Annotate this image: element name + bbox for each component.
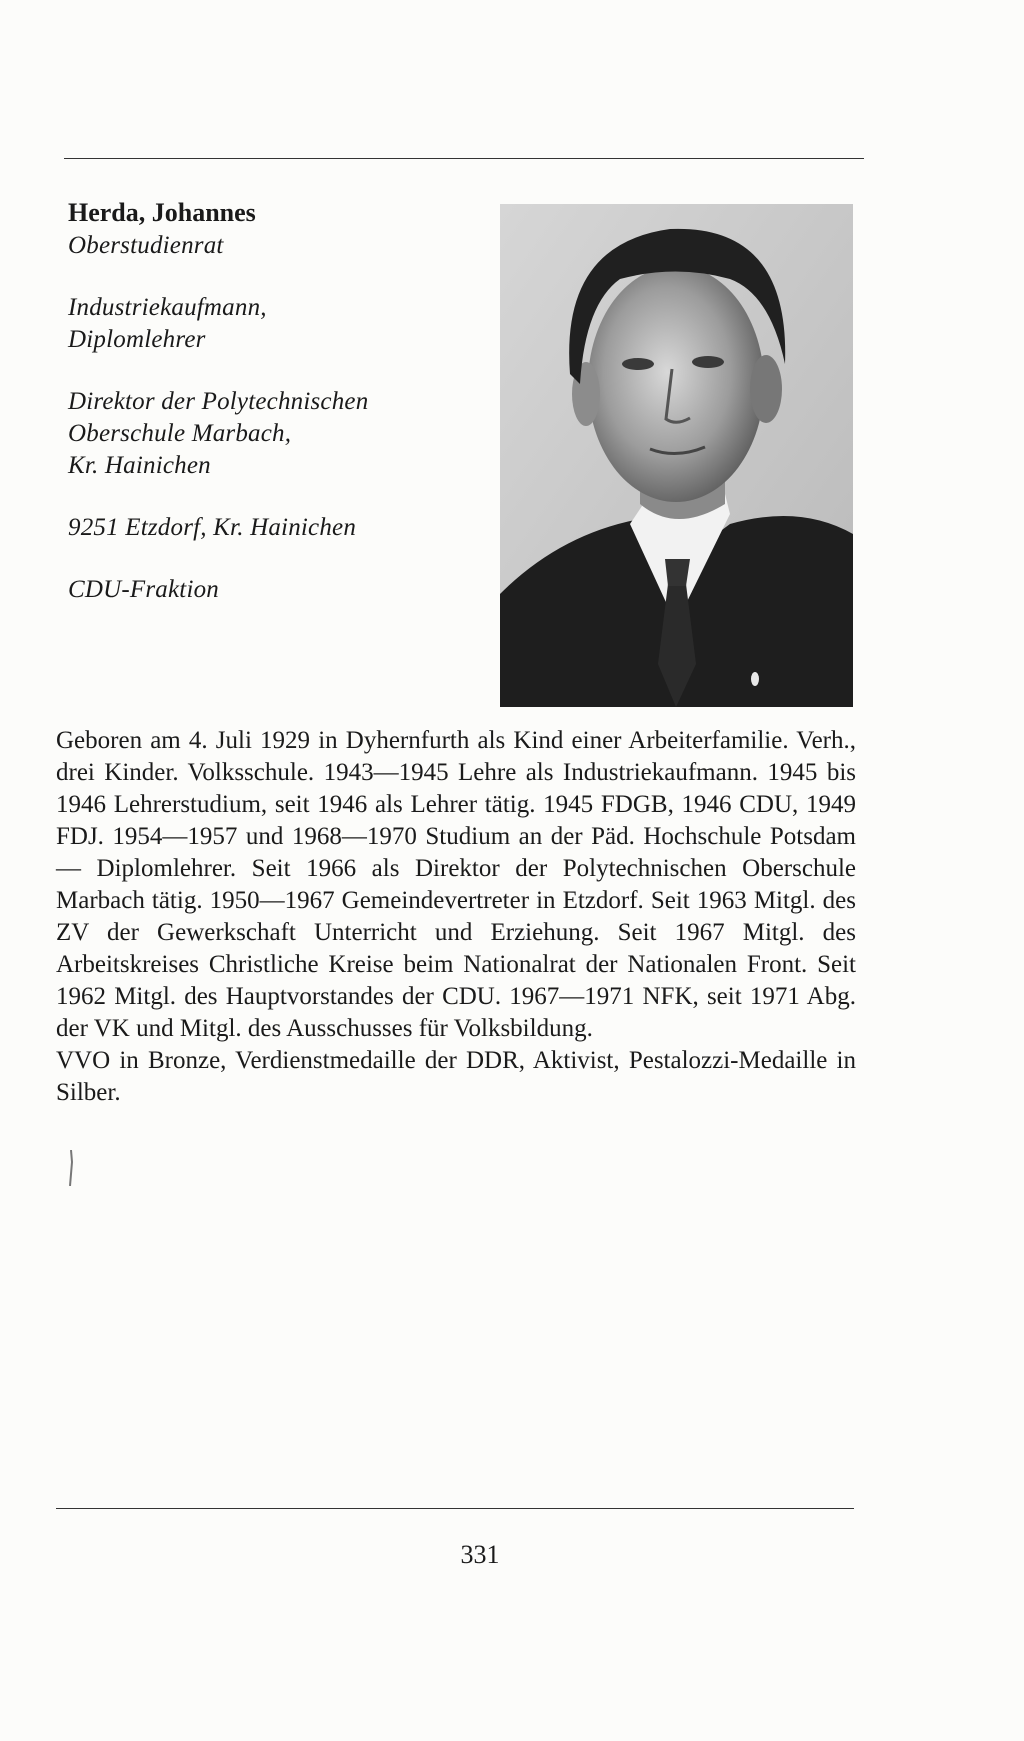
position-line-3: Kr. Hainichen — [68, 452, 211, 479]
bottom-rule — [56, 1508, 854, 1509]
biography-paragraph-1: Geboren am 4. Juli 1929 in Dyhernfurth als Kind einer Arbeiterfamilie. Verh., drei Kinder. Volksschule. 1943—1945 Lehre als Industriekaufmann. 1945 bis 1946 Lehrerstudium, seit 1946 als Lehrer tätig. 1945 FDGB, 1946 CDU, 1949 FDJ. 1954—1957 und 1968—1970 Studium an der Päd. Hochschule Potsdam — Diplomlehrer. Seit 1966 als Direktor der Polytechnischen Oberschule Marbach tätig. 1950—1967 Gemeindevertreter in Etzdorf. Seit 1963 Mitgl. des ZV der Gewerkschaft Unterricht und Erziehung. Seit 1967 Mitgl. des Arbeitskreises Christliche Kreise beim Nationalrat der Nationalen Front. Seit 1962 Mitgl. des Hauptvorstandes der CDU. 1967—1971 NFK, seit 1971 Abg. der VK und Mitgl. des Ausschusses für Volksbildung. — [56, 727, 856, 1042]
entry-header — [68, 196, 488, 606]
position-line-2: Oberschule Marbach, — [68, 420, 292, 447]
address: 9251 Etzdorf, Kr. Hainichen — [68, 514, 357, 541]
faction: CDU-Fraktion — [68, 576, 219, 603]
position-line-1: Direktor der Polytechnischen — [68, 388, 369, 415]
profession-line-1: Industriekaufmann, — [68, 294, 267, 321]
person-title: Oberstudienrat — [68, 232, 224, 259]
top-rule — [64, 158, 864, 159]
portrait-photo — [500, 204, 853, 707]
print-mark — [68, 1150, 74, 1186]
page-number: 331 — [460, 1540, 500, 1569]
person-name: Herda, Johannes — [68, 198, 256, 227]
biography — [56, 725, 856, 1109]
portrait-illustration — [500, 204, 853, 707]
biography-paragraph-2: VVO in Bronze, Verdienstmedaille der DDR, Aktivist, Pestalozzi-Medaille in Silber. — [56, 1047, 856, 1106]
profession-line-2: Diplomlehrer — [68, 326, 206, 353]
